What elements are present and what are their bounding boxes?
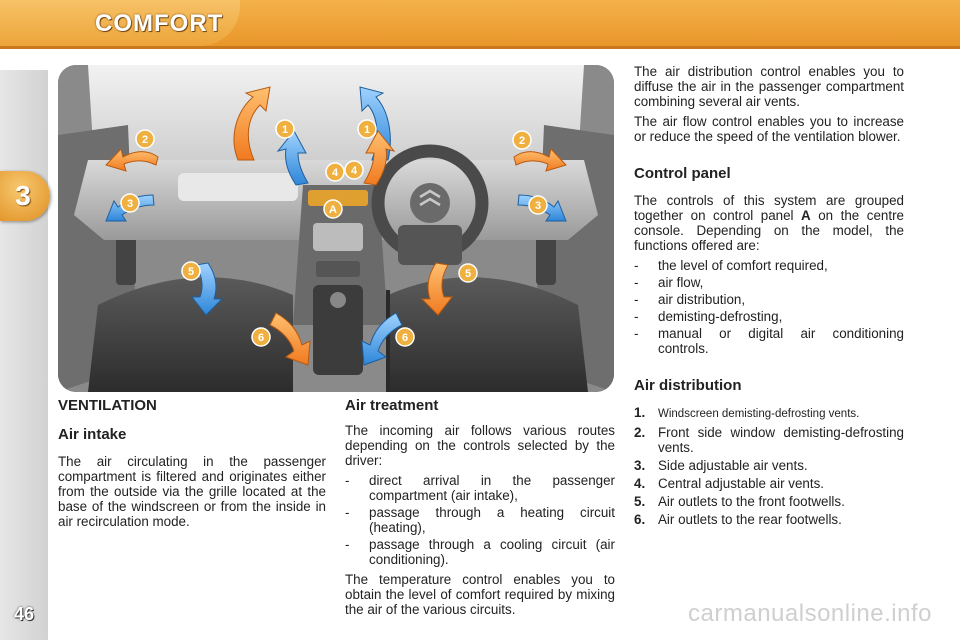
list-item: - passage through a heating circuit (heating), <box>345 505 615 535</box>
air-intake-text: The air circulating in the passenger compartment is filtered and originates either from the outside via the grille located at the base of the windscreen or from the inside in air recirculation mode. <box>58 454 326 529</box>
list-item: - demisting-defrosting, <box>634 309 783 324</box>
callout-6-left <box>252 328 270 346</box>
callout-a <box>324 200 342 218</box>
left-margin-strip <box>0 70 48 640</box>
control-functions-list <box>634 258 904 356</box>
callout-6-right <box>396 328 414 346</box>
svg-text:5: 5 <box>464 268 472 280</box>
svg-text:3: 3 <box>534 200 542 212</box>
air-flow-control-text: The air flow control enables you to increase or reduce the speed of the ventilation blower. <box>634 114 904 144</box>
windscreen <box>88 65 584 160</box>
svg-text:A: A <box>329 204 337 216</box>
air-treatment-list <box>345 473 615 567</box>
callout-3-left <box>121 194 139 212</box>
column-distribution <box>634 64 904 530</box>
watermark: carmanualsonline.info <box>688 600 932 627</box>
control-panel-heading: Control panel <box>634 165 731 182</box>
callout-1-left <box>276 120 294 138</box>
list-item: - air distribution, <box>634 292 746 307</box>
svg-text:2: 2 <box>518 135 526 147</box>
callout-2-left <box>136 130 154 148</box>
list-item: - air flow, <box>634 275 704 290</box>
svg-text:5: 5 <box>187 266 195 278</box>
distribution-control-text: The air distribution control enables you to diffuse the air in the passenger compartment combining several air vents. <box>634 64 904 109</box>
callout-4-right <box>345 161 363 179</box>
column-ventilation <box>58 398 326 534</box>
list-item: - direct arrival in the passenger compartment (air intake), <box>345 473 615 503</box>
chapter-number: 3 <box>15 180 31 211</box>
svg-text:1: 1 <box>281 124 289 136</box>
list-item: 5. Air outlets to the front footwells. <box>634 494 845 509</box>
svg-text:2: 2 <box>141 134 149 146</box>
svg-text:3: 3 <box>126 198 134 210</box>
list-item: 1. Windscreen demisting-defrosting vents. <box>634 405 860 420</box>
svg-text:6: 6 <box>401 332 409 344</box>
page-number: 46 <box>14 604 35 624</box>
control-panel-text: The controls of this system are grouped together on control panel A on the centre console. Depending on the model, the functions offered are: <box>634 193 904 253</box>
callout-1-right <box>358 120 376 138</box>
air-distribution-list <box>634 405 904 527</box>
ventilation-heading: VENTILATION <box>58 397 157 414</box>
column-air-treatment <box>345 398 615 622</box>
air-treatment-outro: The temperature control enables you to obtain the level of comfort required by mixing the air of the various circuits. <box>345 572 615 617</box>
callout-5-left <box>182 262 200 280</box>
callout-2-right <box>513 131 531 149</box>
callout-4-left <box>326 163 344 181</box>
callout-5-right <box>459 264 477 282</box>
list-item: - the level of comfort required, <box>634 258 828 273</box>
air-intake-heading: Air intake <box>58 426 127 443</box>
dashboard-illustration <box>58 65 614 392</box>
list-item: 3. Side adjustable air vents. <box>634 458 808 473</box>
air-distribution-heading: Air distribution <box>634 377 742 394</box>
air-treatment-heading: Air treatment <box>345 397 439 414</box>
page-title: COMFORT <box>95 10 224 37</box>
list-item: 2. Front side window demisting-defrosting vents. <box>634 425 904 455</box>
list-item: 4. Central adjustable air vents. <box>634 476 824 491</box>
air-treatment-intro: The incoming air follows various routes depending on the controls selected by the driver: <box>345 423 615 468</box>
callout-3-right <box>529 196 547 214</box>
svg-text:1: 1 <box>363 124 371 136</box>
svg-text:4: 4 <box>350 165 358 177</box>
svg-text:6: 6 <box>257 332 265 344</box>
control-panel-a <box>313 223 363 251</box>
list-item: 6. Air outlets to the rear footwells. <box>634 512 842 527</box>
svg-text:4: 4 <box>331 167 339 179</box>
list-item: - manual or digital air conditioning controls. <box>634 326 904 356</box>
list-item: - passage through a cooling circuit (air conditioning). <box>345 537 615 567</box>
